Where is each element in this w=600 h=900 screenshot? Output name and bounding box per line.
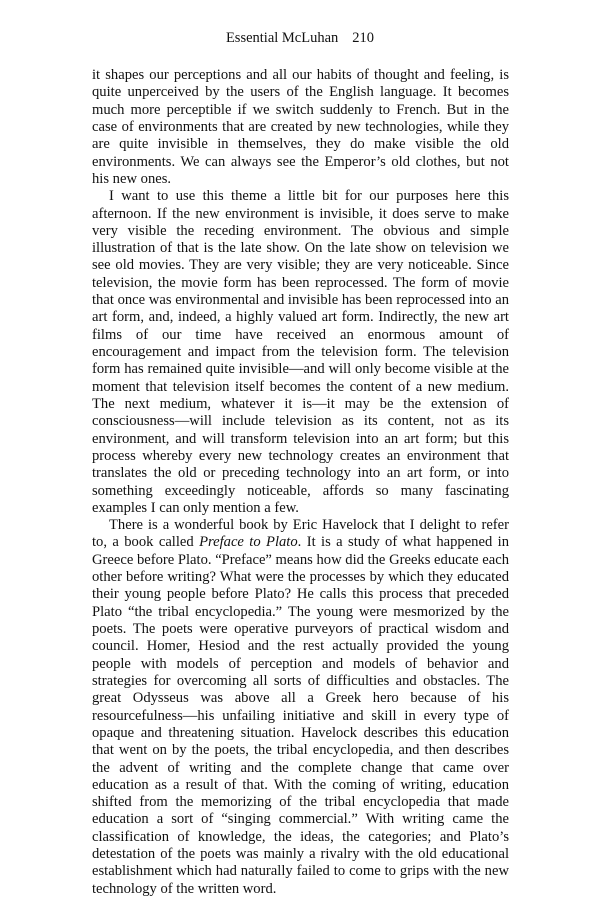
- page-number: 210: [352, 30, 375, 46]
- paragraph-havelock: [92, 517, 509, 898]
- book-title-reference: Preface to Plato: [199, 534, 298, 551]
- running-header: [0, 29, 600, 47]
- paragraph-text: There is a wonderful book by Eric Havelock that I delight to refer to, a book called: [92, 517, 509, 551]
- paragraph-late-show: I want to use this theme a little bit for our purposes here this afternoon. If the new environment is invisible, it does serve to make very visible the receding environment. The obvious and simple illustration of that is the late show. On the late show on television we see old movies. They are very visible; they are very noticeable. Since television, the movie form has been reprocessed. The form of movie that once was environmental and invisible has been reprocessed into an art form, and, indeed, a highly valued art form. Indirectly, the new art films of our time have received an enormous amount of encouragement and impact from the television form. The television form has remained quite invisible—and will only become visible at the moment that television itself becomes the content of a new medium. The next medium, whatever it is—it may be the extension of consciousness—will include television as its content, not as its environment, and will transform television into an art form; but this process whereby every new technology creates an environment that translates the old or preceding technology into an art form, or into something exceedingly noticeable, affords so many fascinating examples I can only mention a few.: [92, 188, 509, 516]
- body-text: [92, 67, 509, 898]
- paragraph-continued: it shapes our perceptions and all our habits of thought and feeling, is quite unperceived by the users of the English language. It becomes much more perceptible if we switch suddenly to French. But in the case of environments that are created by new technologies, while they are quite invisible in themselves, they do make visible the old environments. We can always see the Emperor’s old clothes, but not his new ones.: [92, 67, 509, 187]
- paragraph-text: . It is a study of what happened in Greece before Plato. “Preface” means how did the Greeks educate each other before writing? What were the processes by which they educated their young people before Plato? He calls this process that preceded Plato “the tribal encyclopedia.” The young were mesmorized by the poets. The poets were operative purveyors of practical wisdom and council. Homer, Hesiod and the rest actually provided the young people with models of perception and models of behavior and strategies for overcoming all sorts of difficulties and obstacles. The great Odysseus was above all a Greek hero because of his resourcefulness—his unfailing initiative and skill in every type of opaque and threatening situation. Havelock describes this education that went on by the poets, the tribal encyclopedia, and then describes the advent of writing and the complete change that came over education as a result of that. With the coming of writing, education shifted from the memorizing of the tribal encyclopedia that made education a sort of “singing commercial.” With writing came the classification of knowledge, the ideas, the categories; and Plato’s detestation of the poets was mainly a rivalry with the old educational establishment which had naturally failed to come to grips with the new technology of the written word.: [92, 534, 509, 897]
- book-title: Essential McLuhan: [225, 30, 339, 46]
